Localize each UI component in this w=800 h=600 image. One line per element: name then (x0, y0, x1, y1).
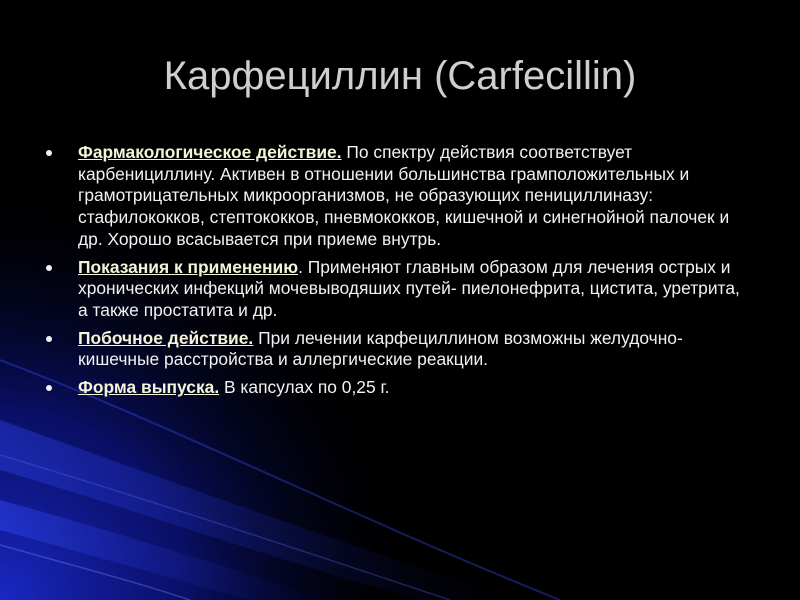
bullet-text: При лечении карфециллином возможны желудочно-кишечные расстройства и аллергические реакции. (78, 327, 683, 370)
bullet-term: Показания к применению (78, 256, 299, 277)
bullet-dot-icon (46, 385, 52, 391)
bullet-dot-icon (46, 265, 52, 271)
bullet-term: Форма выпуска. (78, 377, 220, 398)
slide-title: Карфециллин (Carfecillin) (163, 54, 637, 98)
bullet-item-side-effects (44, 328, 744, 371)
bullet-item-dosage-form (44, 377, 744, 399)
bullet-list (44, 142, 744, 405)
bullet-text: По спектру действия соответствует карбенициллину. Активен в отношении большинства грамположительных и грамотрицательных микроорганизмов, не образующих пенициллиназу: стафилококков, стептококков, пневмококков, кишечной и синегнойной палочек и др. Хорошо всасывается при приеме внутрь. (78, 142, 730, 249)
bullet-dot-icon (46, 336, 52, 342)
bullet-item-indications (44, 257, 744, 322)
bullet-term: Побочное действие. (78, 327, 254, 348)
bullet-term: Фармакологическое действие. (78, 142, 342, 162)
bullet-text: В капсулах по 0,25 г. (219, 377, 390, 398)
bullet-text: . Применяют главным образом для лечения острых и хронических инфекций мочевыводяших путей- пиелонефрита, цистита, уретрита, а также простатита и др. (78, 256, 740, 320)
bullet-item-pharmacology (44, 142, 744, 251)
bullet-dot-icon (46, 150, 52, 156)
